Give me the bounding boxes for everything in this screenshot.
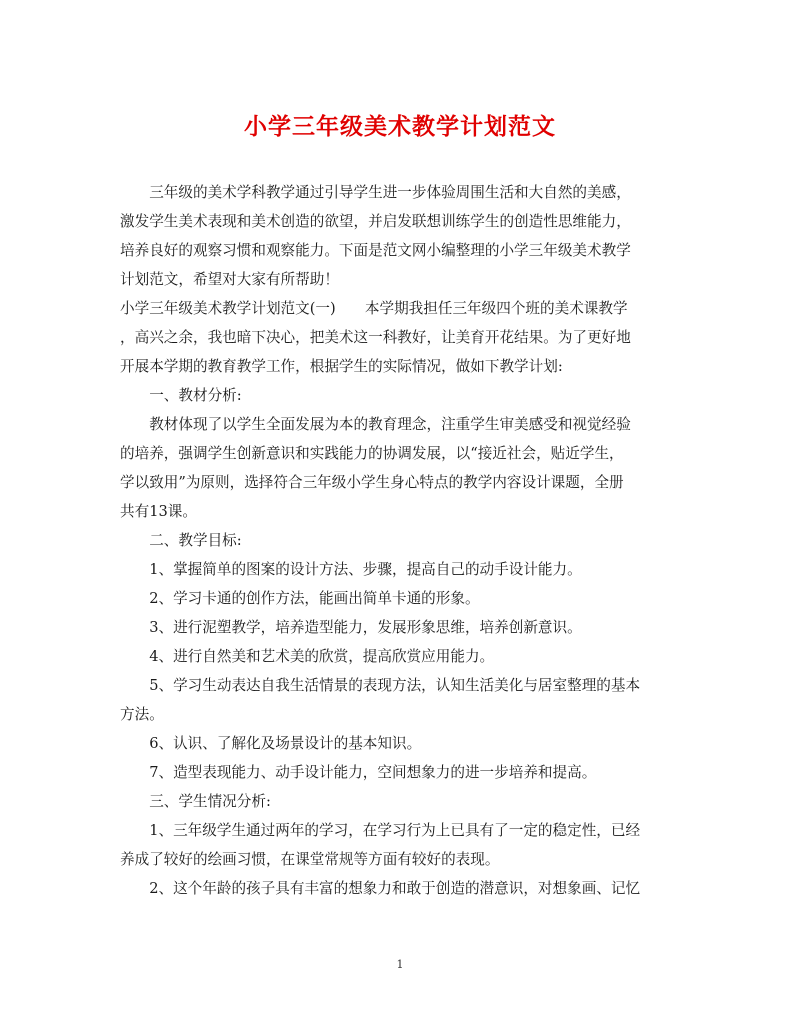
analysis-line: 1、三年级学生通过两年的学习，在学习行为上已具有了一定的稳定性，已经 <box>120 822 641 839</box>
plan-paragraph <box>120 294 686 381</box>
plan-line: 开展本学期的教育教学工作，根据学生的实际情况，做如下教学计划: <box>120 358 563 375</box>
intro-paragraph <box>120 178 686 294</box>
plan-line: ，高兴之余，我也暗下决心，把美术这一科教好，让美育开花结果。为了更好地 <box>120 329 631 346</box>
section1-line: 学以致用”为原则，选择符合三年级小学生身心特点的教学内容设计课题，全册 <box>120 474 624 491</box>
page-number: 1 <box>396 958 404 971</box>
intro-line: 三年级的美术学科教学通过引导学生进一步体验周围生活和大自然的美感， <box>120 184 631 201</box>
goal-item: 2、学习卡通的创作方法，能画出简单卡通的形象。 <box>149 590 480 607</box>
section1-line: 的培养，强调学生创新意识和实践能力的协调发展，以“接近社会，贴近学生， <box>120 445 624 462</box>
document-body <box>120 178 686 903</box>
plan-line: 小学三年级美术教学计划范文(一) 本学期我担任三年级四个班的美术课教学 <box>120 300 628 317</box>
goal-item <box>120 671 686 729</box>
goal-item: 1、掌握简单的图案的设计方法、步骤，提高自己的动手设计能力。 <box>149 561 582 578</box>
section1-paragraph <box>120 410 686 526</box>
section-heading: 一、教材分析: <box>149 387 242 404</box>
section-heading: 三、学生情况分析: <box>149 793 271 810</box>
intro-line: 培养良好的观察习惯和观察能力。下面是范文网小编整理的小学三年级美术教学 <box>120 242 631 259</box>
goal-item: 7、造型表现能力、动手设计能力，空间想象力的进一步培养和提高。 <box>149 764 597 781</box>
goal-line: 方法。 <box>120 706 164 723</box>
section-heading: 二、教学目标: <box>149 532 242 549</box>
intro-line: 激发学生美术表现和美术创造的欲望，并启发联想训练学生的创造性思维能力， <box>120 213 631 230</box>
analysis-item <box>120 816 686 874</box>
goal-item: 4、进行自然美和艺术美的欣赏，提高欣赏应用能力。 <box>149 648 495 665</box>
document-title: 小学三年级美术教学计划范文 <box>244 113 556 140</box>
analysis-item: 2、这个年龄的孩子具有丰富的想象力和敢于创造的潜意识，对想象画、记忆 <box>149 880 641 897</box>
goal-line: 5、学习生动表达自我生活情景的表现方法，认知生活美化与居室整理的基本 <box>120 677 641 694</box>
section1-line: 教材体现了以学生全面发展为本的教育理念，注重学生审美感受和视觉经验 <box>120 416 631 433</box>
section1-line: 共有13课。 <box>120 503 197 520</box>
intro-line: 计划范文，希望对大家有所帮助！ <box>120 271 339 288</box>
goal-item: 3、进行泥塑教学，培养造型能力，发展形象思维，培养创新意识。 <box>149 619 582 636</box>
analysis-line: 养成了较好的绘画习惯，在课堂常规等方面有较好的表现。 <box>120 851 500 868</box>
goal-item: 6、认识、了解化及场景设计的基本知识。 <box>149 735 422 752</box>
